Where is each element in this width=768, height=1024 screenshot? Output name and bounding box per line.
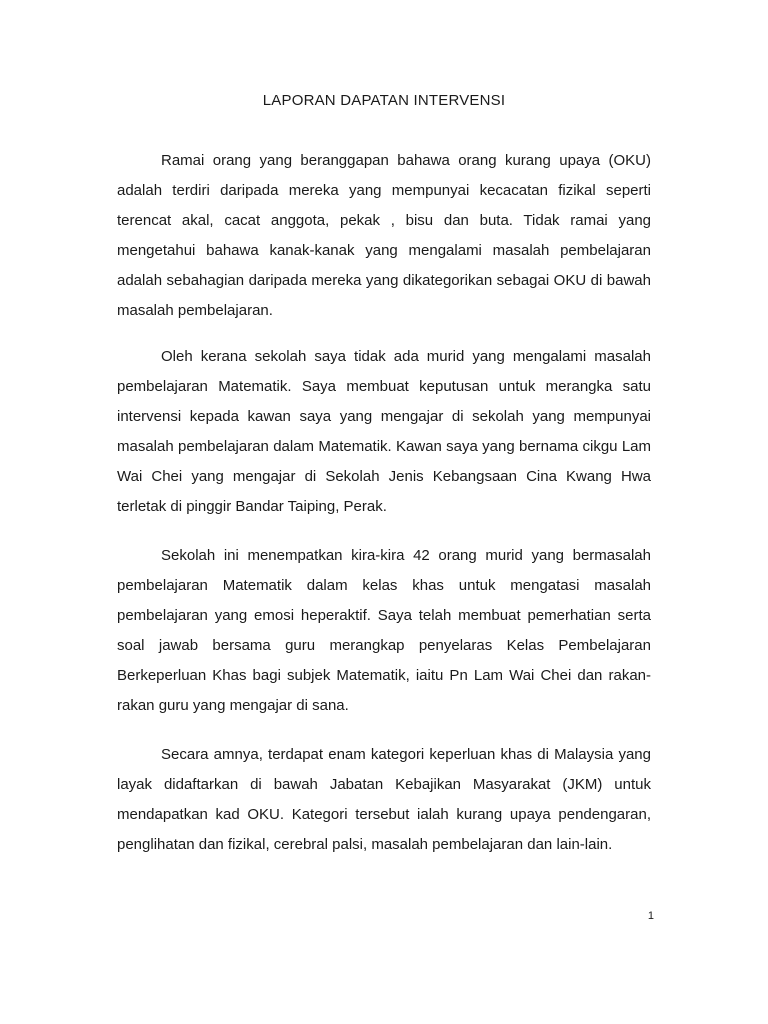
- paragraph-2: Oleh kerana sekolah saya tidak ada murid yang mengalami masalah pembelajaran Matematik. Saya membuat keputusan untuk merangka satu intervensi kepada kawan saya yang mengajar di sekolah yang mempunyai masalah pembelajaran dalam Matematik. Kawan saya yang bernama cikgu Lam Wai Chei yang mengajar di Sekolah Jenis Kebangsaan Cina Kwang Hwa terletak di pinggir Bandar Taiping, Perak.: [117, 348, 651, 515]
- paragraph-3: Sekolah ini menempatkan kira-kira 42 orang murid yang bermasalah pembelajaran Matematik dalam kelas khas untuk mengatasi masalah pembelajaran yang emosi heperaktif. Saya telah membuat pemerhatian serta soal jawab bersama guru merangkap penyelaras Kelas Pembelajaran Berkeperluan Khas bagi subjek Matematik, iaitu Pn Lam Wai Chei dan rakan-rakan guru yang mengajar di sana.: [117, 547, 651, 714]
- document-title: LAPORAN DAPATAN INTERVENSI: [262, 92, 506, 109]
- page-number: 1: [647, 910, 654, 922]
- paragraph-1: Ramai orang yang beranggapan bahawa orang kurang upaya (OKU) adalah terdiri daripada mereka yang mempunyai kecacatan fizikal seperti terencat akal, cacat anggota, pekak , bisu dan buta. Tidak ramai yang mengetahui bahawa kanak-kanak yang mengalami masalah pembelajaran adalah sebahagian daripada mereka yang dikategorikan sebagai OKU di bawah masalah pembelajaran.: [117, 152, 651, 319]
- paragraph-4: Secara amnya, terdapat enam kategori keperluan khas di Malaysia yang layak didaftarkan di bawah Jabatan Kebajikan Masyarakat (JKM) untuk mendapatkan kad OKU. Kategori tersebut ialah kurang upaya pendengaran, penglihatan dan fizikal, cerebral palsi, masalah pembelajaran dan lain-lain.: [117, 746, 651, 853]
